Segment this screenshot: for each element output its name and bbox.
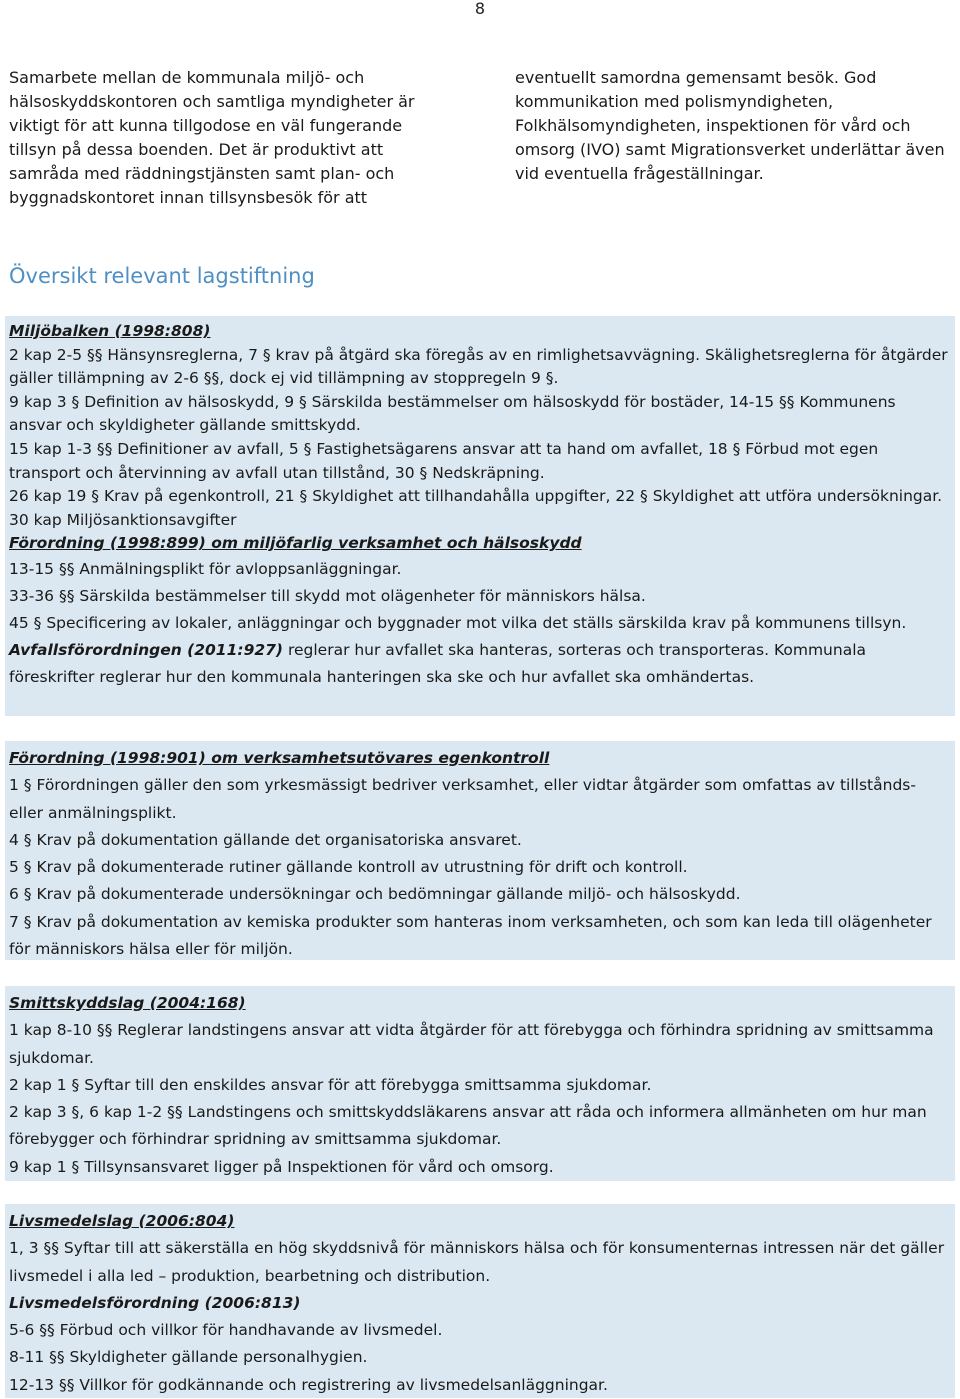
law-title: Miljöbalken (1998:808) [9, 322, 211, 340]
law-paragraph: 9 kap 1 § Tillsynsansvaret ligger på Inspektionen för vård och omsorg. [9, 1157, 554, 1176]
law-paragraph: 5-6 §§ Förbud och villkor för handhavande av livsmedel. [9, 1321, 443, 1340]
law-paragraph: 2 kap 1 § Syftar till den enskildes ansvar för att förebygga smittsamma sjukdomar. [9, 1075, 652, 1094]
section-heading: Översikt relevant lagstiftning [9, 264, 315, 288]
law-paragraph: 30 kap Miljösanktionsavgifter [9, 510, 237, 529]
law-paragraph-text: reglerar hur avfallet ska hanteras, sorteras och transporteras. Kommunala föreskrifter reglerar hur den kommunala hanteringen ska ske och hur avfallet ska omhändertas. [9, 640, 867, 686]
law-paragraph: 2 kap 2-5 §§ Hänsynsreglerna, 7 § krav på åtgärd ska föregås av en rimlighetsavvägning. Skälighetsreglerna för åtgärder gäller tillämpning av 2-6 §§, dock ej vid tillämpning av stoppregeln 9 §. [9, 345, 948, 388]
box-miljobalken [5, 316, 955, 716]
intro-left-text: Samarbete mellan de kommunala miljö- och hälsoskyddskontoren och samtliga myndigheter är viktigt för att kunna tillgodose en väl fungerande tillsyn på dessa boenden. Det är produktivt att samråda med räddningstjänsten samt plan- och byggnadskontoret innan tillsynsbesök för att [9, 68, 415, 207]
page-number: 8 [474, 0, 486, 18]
law-title: Livsmedelsförordning (2006:813) [9, 1293, 301, 1312]
intro-right-column [515, 66, 955, 186]
law-paragraph: 12-13 §§ Villkor för godkännande och registrering av livsmedelsanläggningar. [9, 1375, 608, 1394]
law-paragraph: 1 kap 8-10 §§ Reglerar landstingens ansvar att vidta åtgärder för att förebygga och förhindra spridning av smittsamma sjukdomar. [9, 1021, 934, 1067]
law-title: Smittskyddslag (2004:168) [9, 994, 246, 1012]
box-egenkontroll [5, 741, 955, 960]
law-paragraph: 26 kap 19 § Krav på egenkontroll, 21 § Skyldighet att tillhandahålla uppgifter, 22 § Skyldighet att utföra undersökningar. [9, 487, 943, 506]
box-smittskydd [5, 986, 955, 1181]
law-paragraph: 33-36 §§ Särskilda bestämmelser till skydd mot olägenheter för människors hälsa. [9, 586, 646, 605]
law-paragraph: 13-15 §§ Anmälningsplikt för avloppsanläggningar. [9, 559, 402, 578]
law-paragraph: 6 § Krav på dokumenterade undersökningar och bedömningar gällande miljö- och hälsoskydd. [9, 885, 741, 904]
law-title: Förordning (1998:899) om miljöfarlig verksamhet och hälsoskydd [9, 534, 582, 553]
law-paragraph [9, 637, 951, 691]
law-paragraph: 7 § Krav på dokumentation av kemiska produkter som hanteras inom verksamheten, och som kan leda till olägenheter för människors hälsa eller för miljön. [9, 912, 932, 959]
law-paragraph: 9 kap 3 § Definition av hälsoskydd, 9 § Särskilda bestämmelser om hälsoskydd för bostäder, 14-15 §§ Kommunens ansvar och skyldigheter gällande smittskydd. [9, 392, 896, 435]
intro-left-column [9, 66, 439, 210]
intro-right-text: eventuellt samordna gemensamt besök. God kommunikation med polismyndigheten, Folkhälsomyndigheten, inspektionen för vård och omsorg (IVO) samt Migrationsverket underlättar även vid eventuella frågeställningar. [515, 68, 945, 183]
law-paragraph: 1, 3 §§ Syftar till att säkerställa en hög skyddsnivå för människors hälsa och för konsumenternas intressen när det gäller livsmedel i alla led – produktion, bearbetning och distribution. [9, 1239, 945, 1285]
law-title: Livsmedelslag (2006:804) [9, 1212, 235, 1230]
law-paragraph: 45 § Specificering av lokaler, anläggningar och byggnader mot vilka det ställs särskilda krav på kommunens tillsyn. [9, 613, 907, 632]
law-paragraph: 15 kap 1-3 §§ Definitioner av avfall, 5 § Fastighetsägarens ansvar att ta hand om avfallet, 18 § Förbud mot egen transport och återvinning av avfall utan tillstånd, 30 § Nedskräpning. [9, 439, 879, 482]
law-title: Förordning (1998:901) om verksamhetsutövares egenkontroll [9, 749, 550, 767]
law-paragraph: 8-11 §§ Skyldigheter gällande personalhygien. [9, 1348, 368, 1367]
law-paragraph: 2 kap 3 §, 6 kap 1-2 §§ Landstingens och smittskyddsläkarens ansvar att råda och informera allmänheten om hur man förebygger och förhindrar spridning av smittsamma sjukdomar. [9, 1103, 927, 1149]
law-paragraph: 5 § Krav på dokumenterade rutiner gällande kontroll av utrustning för drift och kontroll. [9, 858, 688, 877]
law-title: Avfallsförordningen (2011:927) [9, 640, 284, 659]
law-paragraph: 4 § Krav på dokumentation gällande det organisatoriska ansvaret. [9, 830, 522, 849]
box-livsmedel [5, 1204, 955, 1398]
law-paragraph: 1 § Förordningen gäller den som yrkesmässigt bedriver verksamhet, eller vidtar åtgärder som omfattas av tillstånds- eller anmälningsplikt. [9, 776, 916, 822]
